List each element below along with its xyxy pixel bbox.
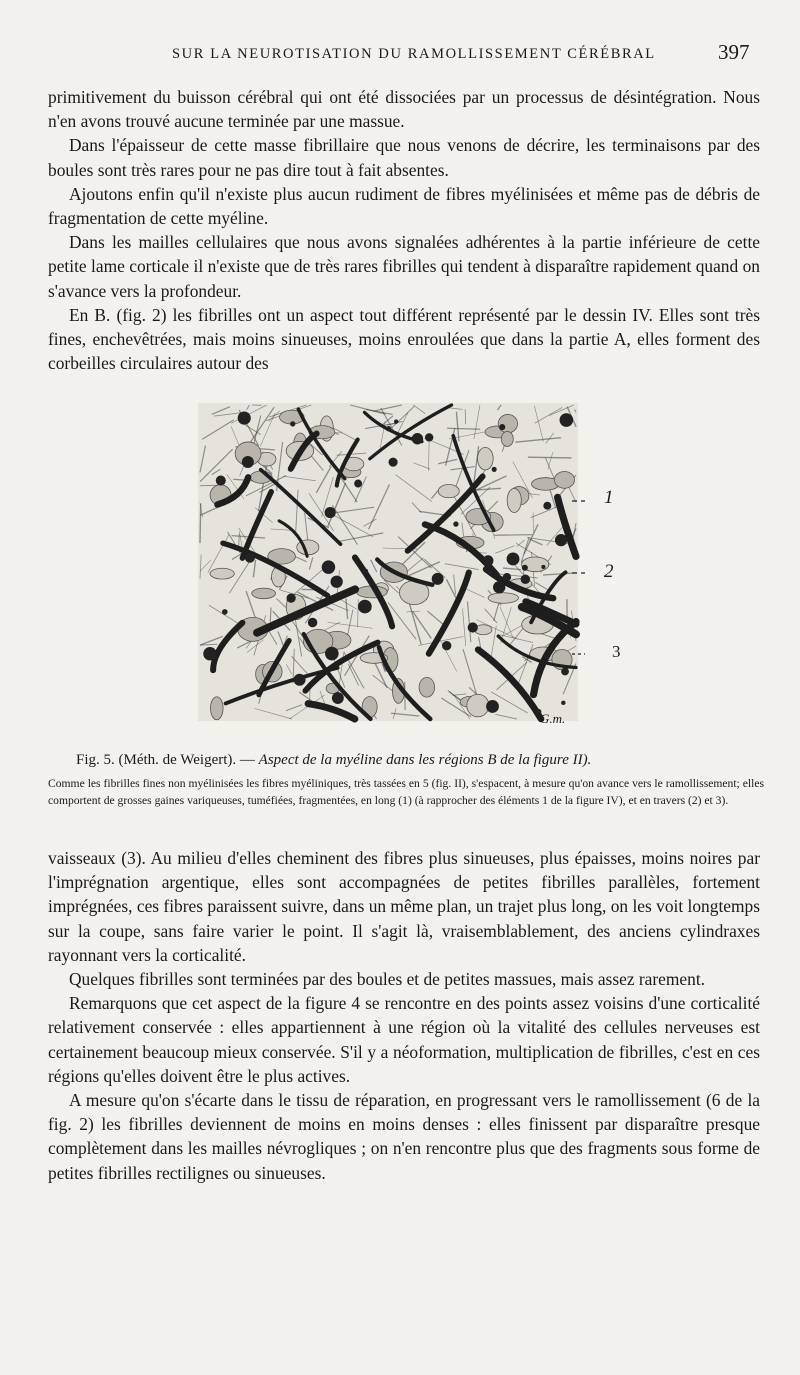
figure-label-3: 3 (612, 642, 621, 661)
paragraph: vaisseaux (3). Au milieu d'elles cheminent des fibres plus sinueuses, plus épaisses, moins noires par l'imprégnation argentique, elles sont accompagnées de petites fibrilles parallèles, fortement imprégnées, ces fibres paraissent suivre, dans un même plan, un trajet plus long, on les voit longtemps sur la coupe, sans faire varier le point. Il s'agit là, vraisemblablement, des anciens cylindraxes rayonnant vers la corticalité. (48, 848, 760, 965)
figure-label-1: 1 (604, 487, 614, 508)
artist-signature: G.m. (540, 711, 566, 726)
caption-prefix: Fig. 5. (Méth. de Weigert). — (76, 752, 255, 768)
paragraph: Ajoutons enfin qu'il n'existe plus aucun rudiment de fibres myélinisées et même pas de débris de fragmentation de cette myéline. (48, 183, 760, 229)
page-number: 397 (718, 40, 750, 64)
running-head: SUR LA NEUROTISATION DU RAMOLLISSEMENT CÉRÉBRAL (172, 46, 656, 62)
myelin-drawing (190, 395, 585, 730)
caption-italic-title: Aspect de la myéline dans les régions B de la figure II). (258, 752, 592, 768)
figure-caption-body: Comme les fibrilles fines non myélinisées les fibres myéliniques, très tassées en 5 (fig. II), s'espacent, à mesure qu'on avance vers le ramollissement; elles comportent de grosses gaines variqueuses, tuméfiées, fragmentées, en long (1) (à rapprocher des éléments 1 de la figure IV), et en travers (2) et 3). (48, 777, 764, 807)
paragraph: Remarquons que cet aspect de la figure 4 se rencontre en des points assez voisins d'une corticalité relativement conservée : elles appartiennent à une région où la vitalité des cellules nerveuses est certainement beaucoup mieux conservée. S'il y a néoformation, multiplication de fibrilles, c'est en ces régions qu'elles doivent être le plus actives. (48, 993, 760, 1086)
figure-histology-illustration (190, 395, 621, 730)
text-block-bottom (48, 846, 760, 1185)
figure-caption-title (76, 752, 776, 769)
paragraph: Quelques fibrilles sont terminées par des boules et de petites massues, mais assez rarement. (69, 969, 706, 990)
paragraph: primitivement du buisson cérébral qui ont été dissociées par un processus de désintégration. Nous n'en avons trouvé aucune terminée par une massue. (48, 87, 760, 132)
paragraph: Dans l'épaisseur de cette masse fibrillaire que nous venons de décrire, les terminaisons par des boules sont très rares pour ne pas dire tout à fait absentes. (48, 135, 760, 180)
paragraph: A mesure qu'on s'écarte dans le tissu de réparation, en progressant vers le ramollissement (6 de la fig. 2) les fibrilles deviennent de moins en moins denses : elles finissent par disparaître presque complètement dans les mailles névrogliques ; on n'en rencontre plus que des fragments sous forme de petites fibrilles rectilignes ou sinueuses. (48, 1090, 760, 1183)
figure-label-2: 2 (604, 561, 614, 582)
paragraph: En B. (fig. 2) les fibrilles ont un aspect tout différent représenté par le dessin IV. Elles sont très fines, enchevêtrées, mais moins sinueuses, moins enroulées que dans la partie A, elles forment des corbeilles circulaires autour des (48, 304, 760, 374)
paragraph: Dans les mailles cellulaires que nous avons signalées adhérentes à la partie inférieure de cette petite lame corticale il n'existe que de très rares fibrilles qui tendent à disparaître rapidement quand on s'avance vers la profondeur. (48, 232, 760, 301)
text-block-top (48, 85, 760, 375)
